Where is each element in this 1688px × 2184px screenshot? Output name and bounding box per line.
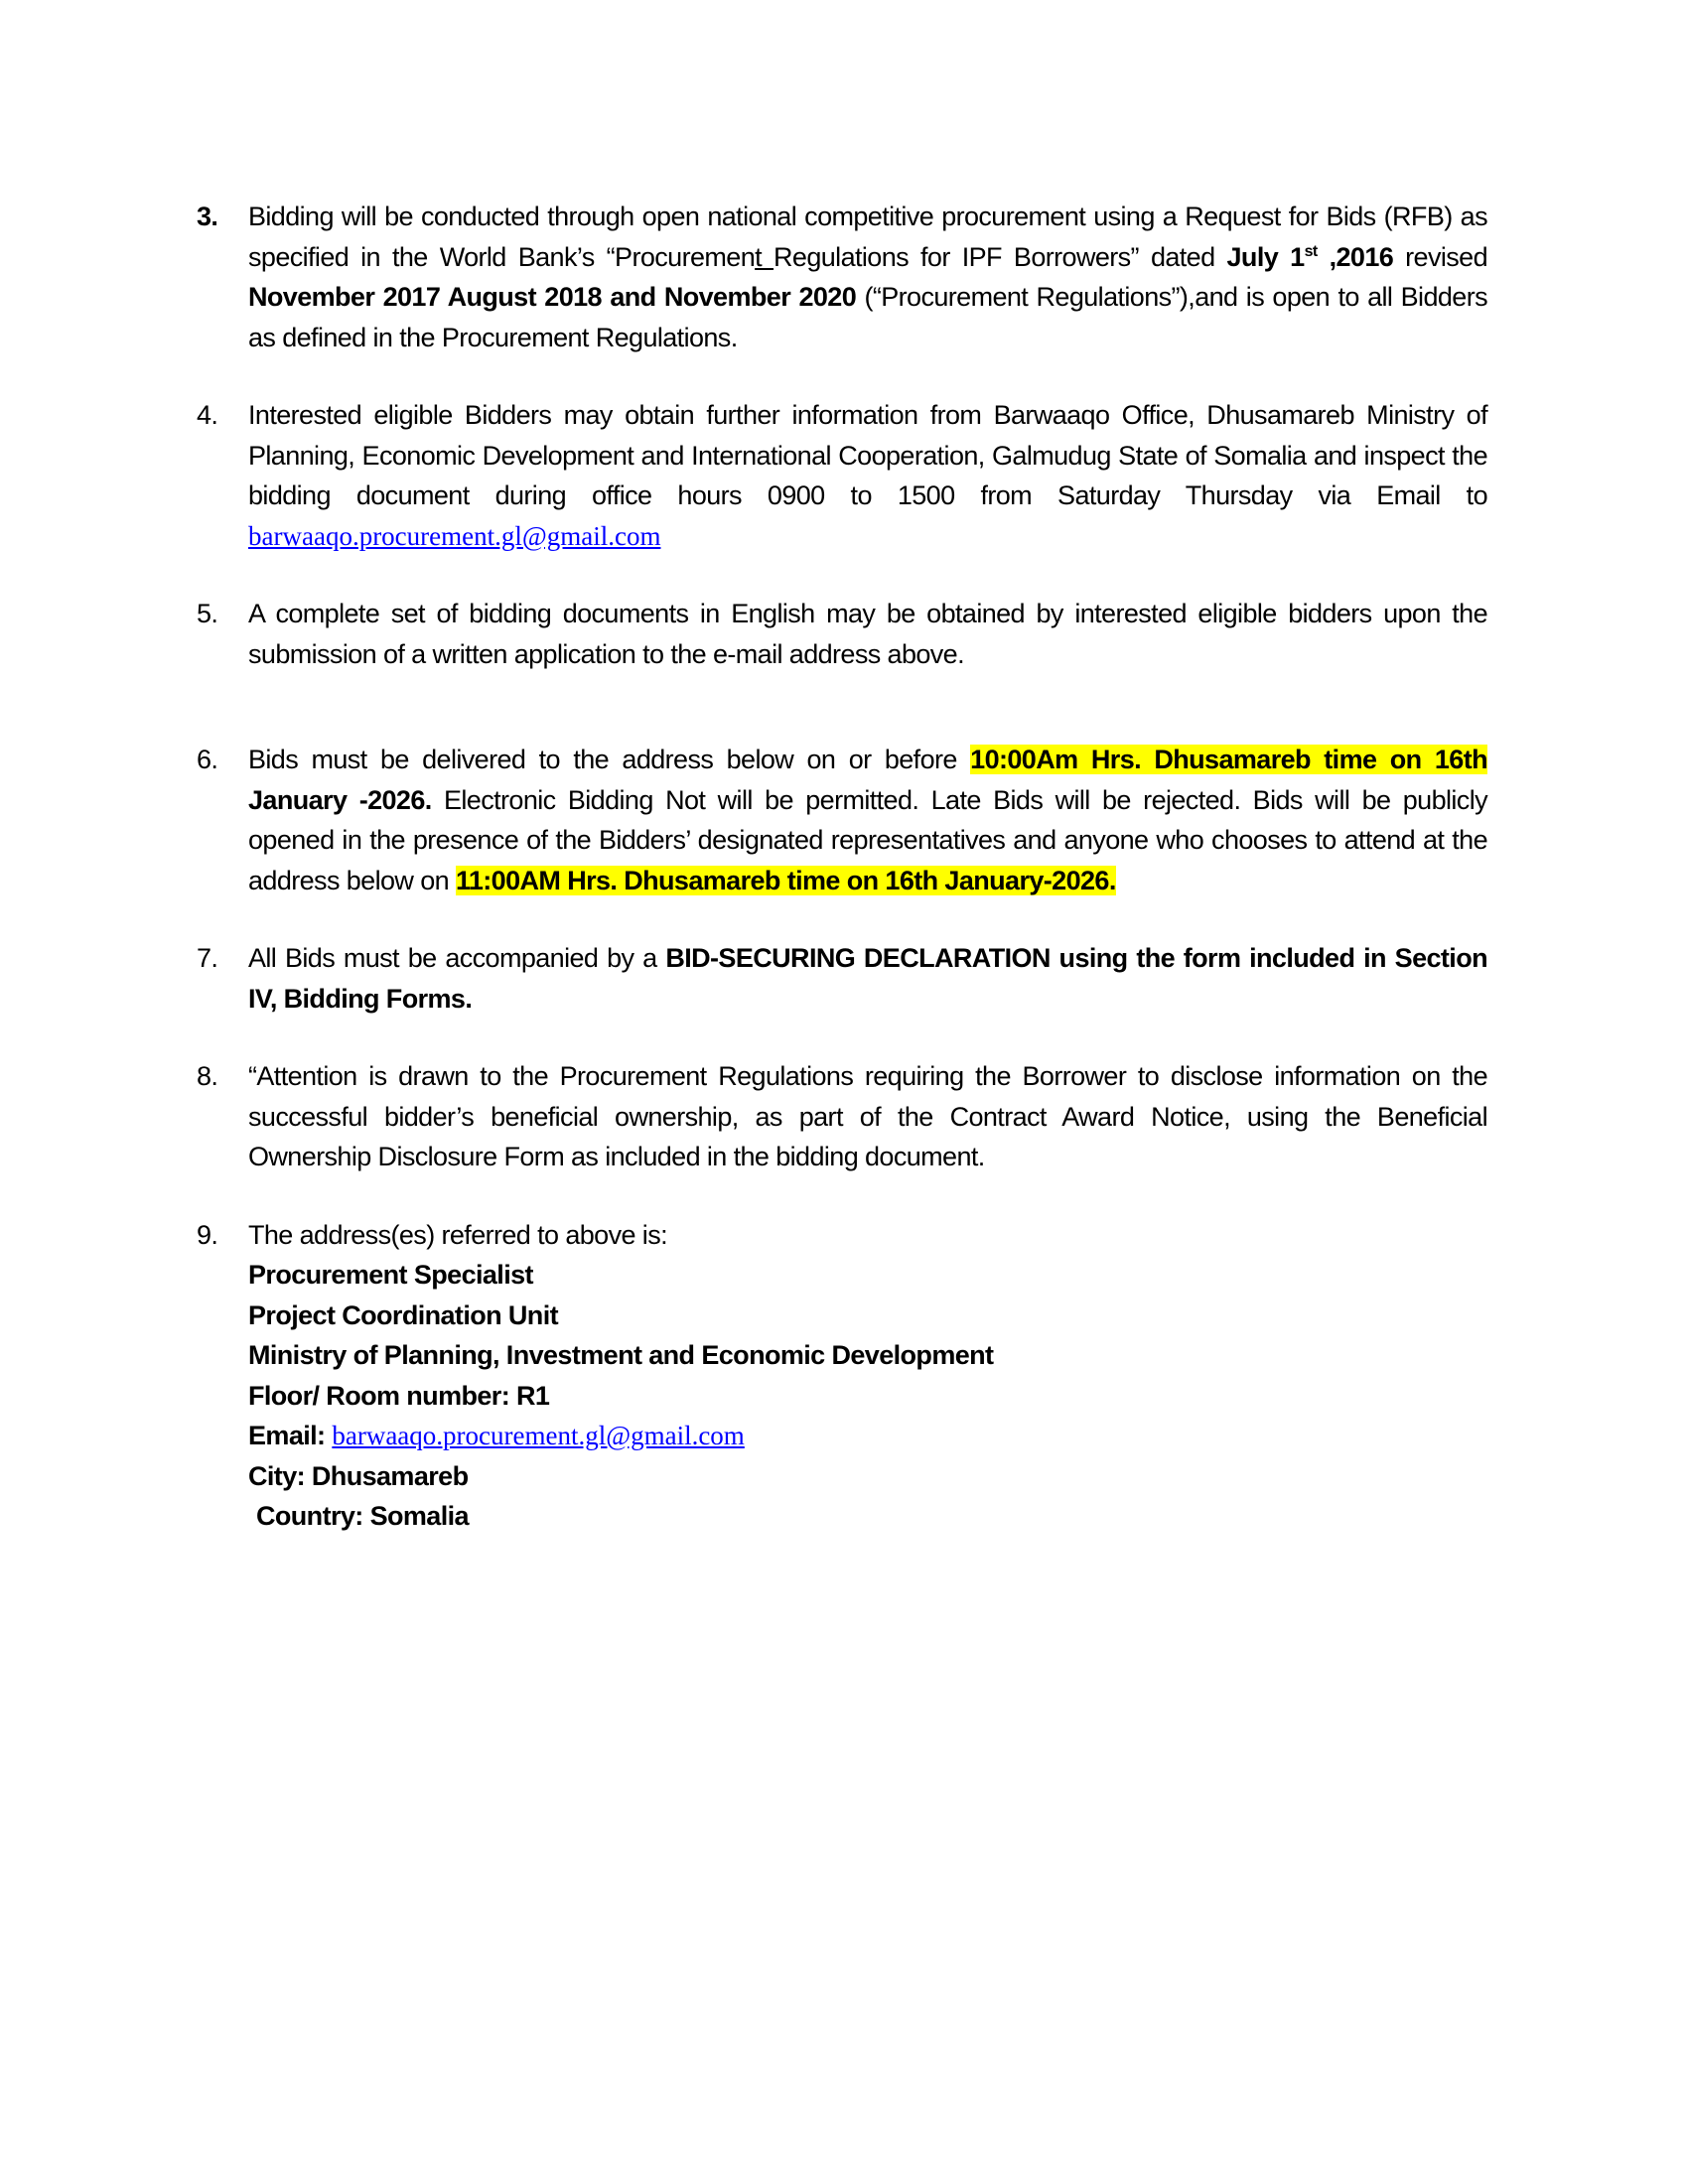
list-item-3 [197,197,1487,357]
address-room: Floor/ Room number: R1 [248,1380,550,1411]
address-city: City: Dhusamareb [248,1460,469,1491]
list-item-6 [197,740,1487,900]
item-text: Bids must be delivered to the address below on or before [248,745,971,774]
item-text-underlined: t [755,241,774,272]
list-item-9 [197,1215,1487,1537]
item-number: 5. [197,599,218,628]
item-text: Bidding will be conducted through open national competitive procurement using a Request for Bids (RFB) as specified in the World Bank’s “Procuremen [248,202,1487,272]
address-country: Country: Somalia [256,1501,469,1531]
address-ministry: Ministry of Planning, Investment and Economic Development [248,1340,994,1370]
deadline-highlight: 10:00Am Hrs. Dhusamareb time on 16th [970,745,1487,774]
item-text: Regulations for IPF Borrowers” dated [774,241,1227,272]
item-text: “Attention is drawn to the Procurement Regulations requiring the Borrower to disclose information on the successful bidder’s beneficial ownership, as part of the Contract Award Notice, using the Beneficial Ownership Disclosure Form as included in the bidding document. [248,1061,1487,1171]
date-bold: ,2016 [1317,241,1394,272]
email-label: Email: [248,1421,326,1450]
item-text: (“Procurement Regulations”),and is open to all Bidders as defined in the Procurement Regulations. [248,282,1487,352]
revision-dates: November 2017 August 2018 and November 2020 [248,282,857,312]
item-number: 9. [197,1219,218,1250]
address-email-line [248,1416,1487,1456]
address-unit: Project Coordination Unit [248,1299,558,1330]
deadline-date: January -2026. [248,784,432,815]
list-item-7 [197,938,1487,1019]
item-number: 7. [197,943,218,973]
bid-securing-declaration: BID-SECURING DECLARATION using the form included in Section IV, Bidding Forms. [248,943,1487,1014]
item-text: Electronic Bidding Not will be permitted. Late Bids will be rejected. Bids will be publicly opened in the presence of the Bidders’ designated representatives and anyone who chooses to attend at the address below on [248,784,1487,895]
item-number: 4. [197,400,218,430]
list-item-8 [197,1056,1487,1177]
item-text: The address(es) referred to above is: [248,1219,668,1250]
item-text: revised [1393,241,1487,272]
item-number: 8. [197,1061,218,1091]
date-superscript: st [1304,242,1318,260]
item-number: 3. [197,202,218,231]
item-number: 6. [197,745,218,774]
address-email-link[interactable]: barwaaqo.procurement.gl@gmail.com [332,1421,745,1450]
list-item-4 [197,395,1487,556]
numbered-list [197,197,1487,1537]
address-title: Procurement Specialist [248,1260,533,1290]
list-item-5 [197,594,1487,674]
email-link[interactable]: barwaaqo.procurement.gl@gmail.com [248,520,661,551]
address-block [248,1255,1487,1537]
opening-highlight: 11:00AM Hrs. Dhusamareb time on 16th January-2026. [455,865,1116,895]
item-text: All Bids must be accompanied by a [248,943,666,973]
item-text: Interested eligible Bidders may obtain further information from Barwaaqo Office, Dhusamareb Ministry of Planning, Economic Development and International Cooperation, Galmudug State of Somalia and inspect the bidding document during office hours 0900 to 1500 from Saturday Thursday via Email to [248,400,1487,510]
item-text: A complete set of bidding documents in English may be obtained by interested eligible bidders upon the submission of a written application to the e-mail address above. [248,599,1487,669]
date-bold: July 1 [1226,241,1305,272]
